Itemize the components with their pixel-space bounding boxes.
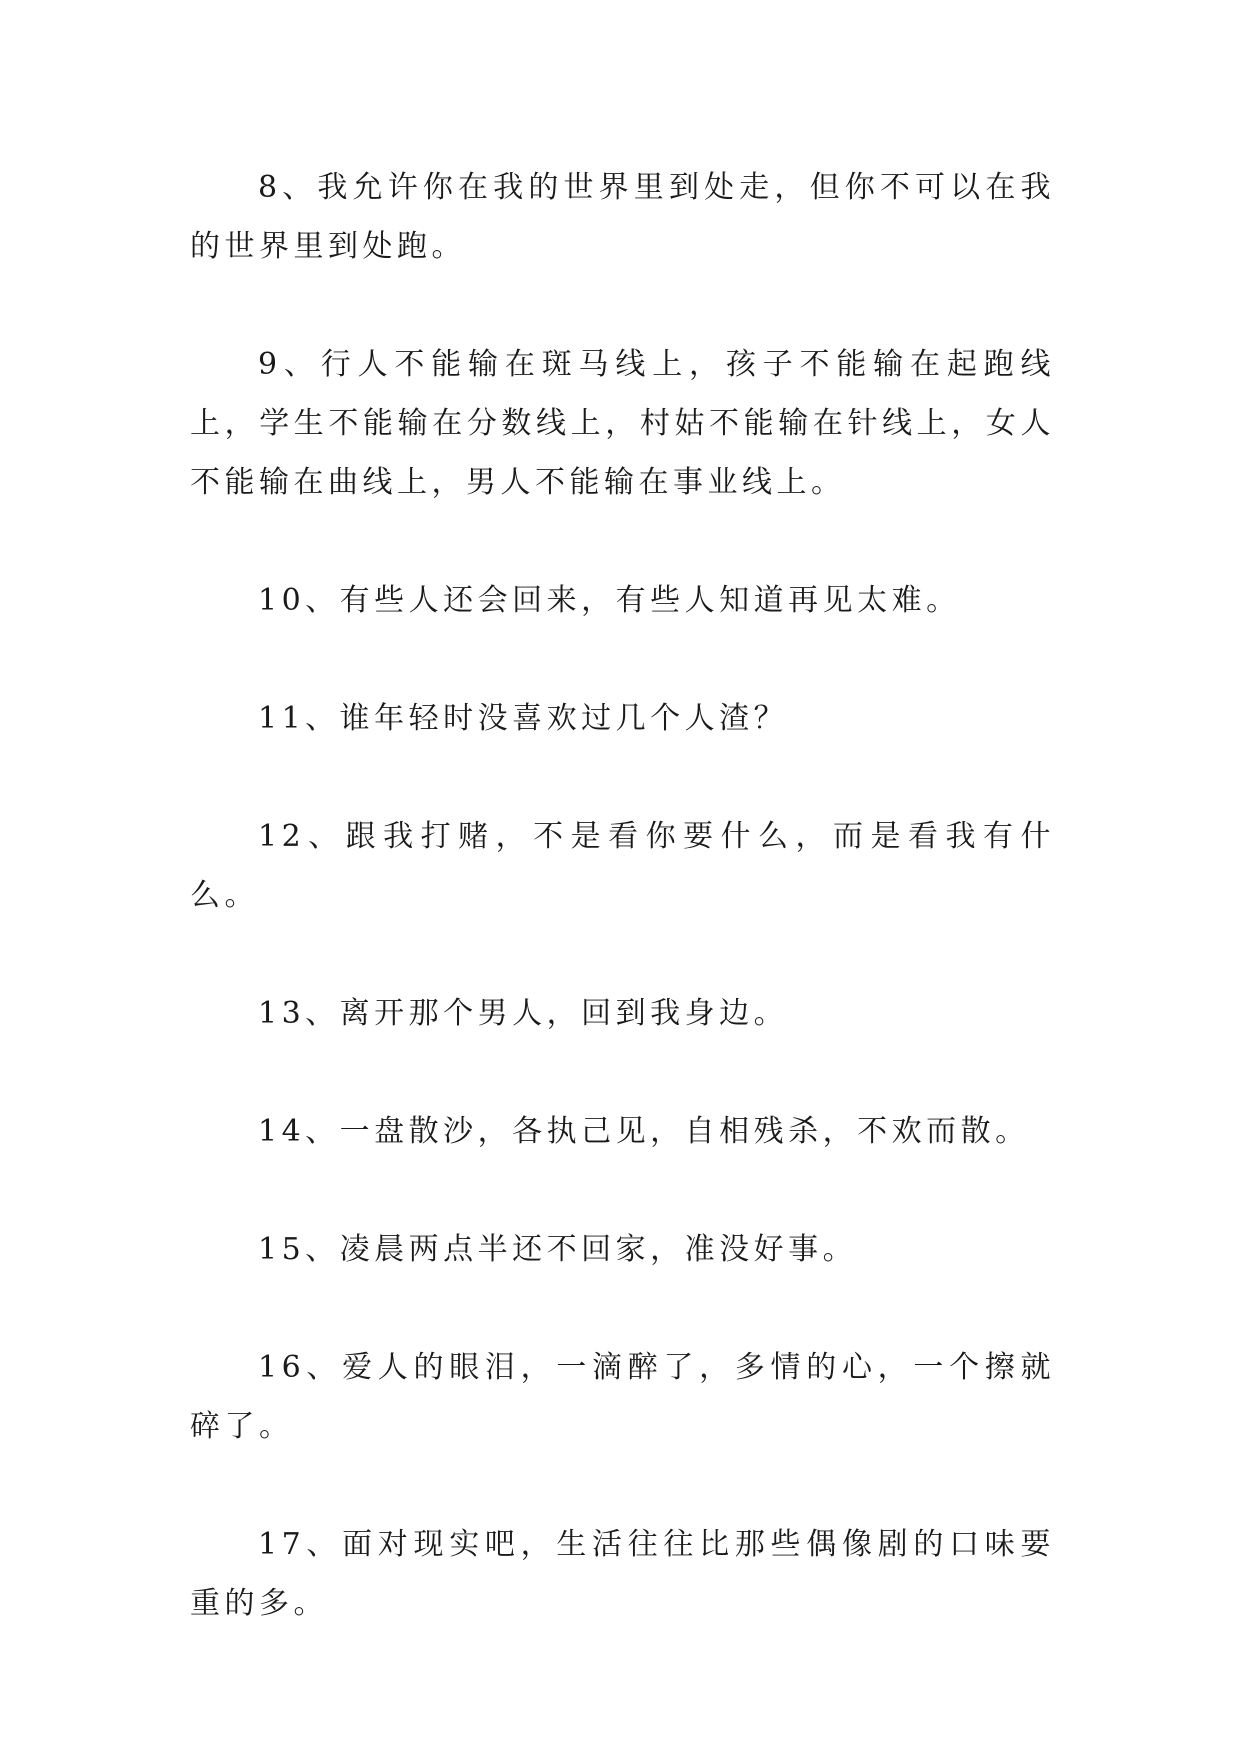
paragraph-15: 15、凌晨两点半还不回家，准没好事。 xyxy=(258,1232,858,1267)
paragraph-16: 16、爱人的眼泪，一滴醉了，多情的心，一个擦就碎了。 xyxy=(190,1350,1055,1444)
paragraph-8: 8、我允许你在我的世界里到处走，但你不可以在我的世界里到处跑。 xyxy=(190,170,1055,264)
paragraph-11: 11、谁年轻时没喜欢过几个人渣？ xyxy=(258,701,789,736)
paragraph-13: 13、离开那个男人，回到我身边。 xyxy=(258,996,789,1031)
paragraph-17: 17、面对现实吧，生活往往比那些偶像剧的口味要重的多。 xyxy=(190,1527,1055,1621)
paragraph-9: 9、行人不能输在斑马线上，孩子不能输在起跑线上，学生不能输在分数线上，村姑不能输在针线上，女人不能输在曲线上，男人不能输在事业线上。 xyxy=(190,347,1055,500)
paragraph-10: 10、有些人还会回来，有些人知道再见太难。 xyxy=(258,583,961,618)
paragraph-14: 14、一盘散沙，各执己见，自相残杀，不欢而散。 xyxy=(258,1114,1030,1149)
paragraph-12: 12、跟我打赌，不是看你要什么，而是看我有什么。 xyxy=(190,819,1055,913)
document-page xyxy=(190,158,1055,1633)
